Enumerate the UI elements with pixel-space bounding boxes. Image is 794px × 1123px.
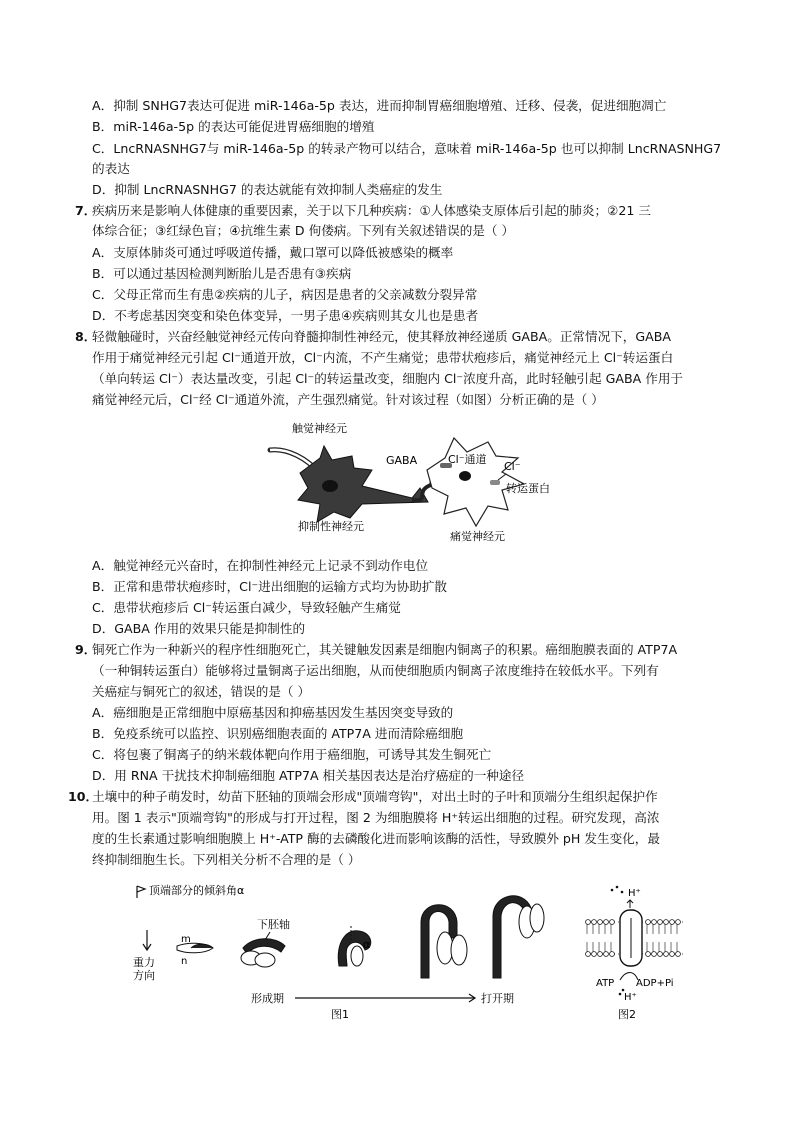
tilt-angle-label: 顶端部分的倾斜角α bbox=[149, 884, 245, 897]
gravity-label-1: 重力 bbox=[133, 956, 155, 969]
q8-stem-line4: 痛觉神经元后，Cl⁻经 Cl⁻通道外流，产生强烈痛觉。针对该过程（如图）分析正确的是（ ） bbox=[92, 392, 604, 407]
cl-ion-label: Cl⁻ bbox=[504, 460, 521, 473]
q9-stem-line2: （一种铜转运蛋白）能够将过量铜离子运出细胞，从而使细胞质内铜离子浓度维持在较低水平。下列有 bbox=[92, 663, 659, 678]
lipid-head bbox=[586, 920, 591, 925]
q6-option-b: B．miR-146a-5p 的表达可能促进胃癌细胞的增殖 bbox=[92, 119, 375, 134]
fig1-caption: 图1 bbox=[331, 1008, 349, 1020]
q9-option-a: A．癌细胞是正常细胞中原癌基因和抑癌基因发生基因突变导致的 bbox=[92, 705, 454, 720]
stage5-cotyledon-2 bbox=[530, 904, 544, 932]
pain-neuron-nucleus bbox=[459, 471, 471, 481]
q8-option-b: B．正常和患带状疱疹时，Cl⁻进出细胞的运输方式均为协助扩散 bbox=[92, 579, 448, 594]
stage4-cotyledon-2 bbox=[451, 935, 467, 965]
lipid-head bbox=[670, 952, 675, 957]
h-top-label: H⁺ bbox=[628, 888, 641, 899]
q10-number: 10． bbox=[68, 789, 99, 804]
q8-stem-line3: （单向转运 Cl⁻）表达量改变，引起 Cl⁻的转运量改变，细胞内 Cl⁻浓度升高，此时轻触引起 GABA 作用于 bbox=[92, 371, 684, 386]
n-label: n bbox=[181, 956, 188, 967]
q10-stem-line1: 土壤中的种子萌发时，幼苗下胚轴的顶端会形成"顶端弯钩"，对出土时的子叶和顶端分生组织起保护作 bbox=[92, 789, 658, 804]
lipid-head bbox=[592, 920, 597, 925]
q9-option-d: D．用 RNA 干扰技术抑制癌细胞 ATP7A 相关基因表达是治疗癌症的一种途径 bbox=[92, 768, 525, 783]
fig2-caption: 图2 bbox=[618, 1008, 636, 1020]
lipid-head bbox=[598, 952, 603, 957]
q7-stem-line1: 疾病历来是影响人体健康的重要因素，关于以下几种疾病：①人体感染支原体后引起的肺炎；②21 三 bbox=[92, 203, 651, 218]
q10-stem-line4: 终抑制细胞生长。下列相关分析不合理的是（ ） bbox=[92, 852, 361, 867]
inhibitory-neuron-label: 抑制性神经元 bbox=[298, 520, 364, 533]
lipid-head bbox=[658, 920, 663, 925]
gravity-label-2: 方向 bbox=[133, 969, 155, 982]
q6-option-c-line2: 的表达 bbox=[92, 161, 130, 176]
q9-stem-line3: 关癌症与铜死亡的叙述，错误的是（ ） bbox=[92, 684, 311, 699]
lipid-head bbox=[586, 952, 591, 957]
lipid-head bbox=[604, 920, 609, 925]
apical-hook-figure bbox=[125, 878, 565, 1020]
transporter-label: 转运蛋白 bbox=[506, 482, 550, 495]
lipid-head bbox=[676, 952, 681, 957]
proton-pump-figure bbox=[580, 878, 690, 1020]
m-label: m bbox=[181, 934, 191, 945]
q8-stem-line2: 作用于痛觉神经元引起 Cl⁻通道开放，Cl⁻内流，不产生痛觉；患带状疱疹后，痛觉神经元上 Cl⁻转运蛋白 bbox=[92, 350, 674, 365]
lipid-head bbox=[598, 920, 603, 925]
stage3-cotyledon bbox=[351, 946, 363, 966]
time-arrow bbox=[295, 994, 475, 1002]
h-bottom-label: H⁺ bbox=[624, 992, 637, 1003]
atp-label: ATP bbox=[596, 978, 615, 989]
q10-stem-line2: 用。图 1 表示"顶端弯钩"的形成与打开过程，图 2 为细胞膜将 H⁺转运出细胞的过程。研究发现，高浓 bbox=[92, 810, 660, 825]
q6-option-d: D．抑制 LncRNASNHG7 的表达就能有效抑制人类癌症的发生 bbox=[92, 182, 443, 197]
pain-neuron-label: 痛觉神经元 bbox=[450, 530, 505, 543]
q8-option-a: A．触觉神经元兴奋时，在抑制性神经元上记录不到动作电位 bbox=[92, 558, 429, 573]
transporter-shape bbox=[490, 480, 500, 485]
q8-option-d: D．GABA 作用的效果只能是抑制性的 bbox=[92, 621, 306, 636]
q7-option-b: B．可以通过基因检测判断胎儿是否患有③疾病 bbox=[92, 266, 352, 281]
q8-option-c: C．患带状疱疹后 Cl⁻转运蛋白减少，导致轻触产生痛觉 bbox=[92, 600, 401, 615]
lipid-head bbox=[676, 920, 681, 925]
q7-option-c: C．父母正常而生有患②疾病的儿子，病因是患者的父亲减数分裂异常 bbox=[92, 287, 478, 302]
lipid-head bbox=[610, 920, 615, 925]
lipid-head bbox=[646, 920, 651, 925]
lipid-head bbox=[664, 920, 669, 925]
q7-number: 7． bbox=[75, 203, 97, 218]
q7-option-a: A．支原体肺炎可通过呼吸道传播，戴口罩可以降低被感染的概率 bbox=[92, 245, 454, 260]
q9-number: 9． bbox=[75, 642, 97, 657]
gravity-arrow-icon bbox=[143, 930, 151, 950]
adp-label: ADP+Pi bbox=[636, 978, 674, 989]
q7-option-d: D．不考虑基因突变和染色体变异，一男子患④疾病则其女儿也是患者 bbox=[92, 308, 479, 323]
q6-option-c-line1: C．LncRNASNHG7与 miR-146a-5p 的转录产物可以结合，意味着 miR-146a-5p 也可以抑制 LncRNASNHG7 bbox=[92, 141, 722, 156]
lipid-head bbox=[604, 952, 609, 957]
q9-stem-line1: 铜死亡作为一种新兴的程序性细胞死亡，其关键触发因素是细胞内铜离子的积累。癌细胞膜表面的 ATP7A bbox=[92, 642, 678, 657]
q8-number: 8． bbox=[75, 329, 97, 344]
inhibitory-neuron-nucleus bbox=[322, 480, 338, 492]
neuron-figure bbox=[262, 418, 562, 546]
alpha-label: α bbox=[363, 938, 371, 951]
lipid-head bbox=[652, 952, 657, 957]
q9-option-b: B．免疫系统可以监控、识别癌细胞表面的 ATP7A 进而清除癌细胞 bbox=[92, 726, 464, 741]
q8-stem-line1: 轻微触碰时，兴奋经触觉神经元传向脊髓抑制性神经元，使其释放神经递质 GABA。正常情况下，GABA bbox=[92, 329, 672, 344]
lipid-head bbox=[664, 952, 669, 957]
touch-neuron-label: 触觉神经元 bbox=[292, 422, 347, 435]
formation-label: 形成期 bbox=[251, 992, 284, 1005]
q6-option-a: A．抑制 SNHG7表达可促进 miR-146a-5p 表达，进而抑制胃癌细胞增殖、迁移、侵袭，促进细胞凋亡 bbox=[92, 98, 667, 113]
gaba-label: GABA bbox=[386, 454, 418, 467]
lipid-head bbox=[646, 952, 651, 957]
q9-option-c: C．将包裹了铜离子的纳米载体靶向作用于癌细胞，可诱导其发生铜死亡 bbox=[92, 747, 492, 762]
q10-stem-line3: 度的生长素通过影响细胞膜上 H⁺-ATP 酶的去磷酸化进而影响该酶的活性，导致膜外 pH 发生变化，最 bbox=[92, 831, 660, 846]
lipid-head bbox=[592, 952, 597, 957]
lipid-head bbox=[670, 920, 675, 925]
cl-channel-label: Cl⁻通道 bbox=[448, 453, 487, 466]
q7-stem-line2: 体综合征；③红绿色盲；④抗维生素 D 佝偻病。下列有关叙述错误的是（ ） bbox=[92, 223, 515, 238]
stage2-cotyledon-2 bbox=[255, 953, 275, 967]
hypocotyl-label: 下胚轴 bbox=[257, 918, 290, 931]
lipid-head bbox=[610, 952, 615, 957]
tilt-flag-icon bbox=[137, 886, 145, 898]
lipid-head bbox=[658, 952, 663, 957]
lipid-head bbox=[652, 920, 657, 925]
opening-label: 打开期 bbox=[481, 992, 514, 1005]
